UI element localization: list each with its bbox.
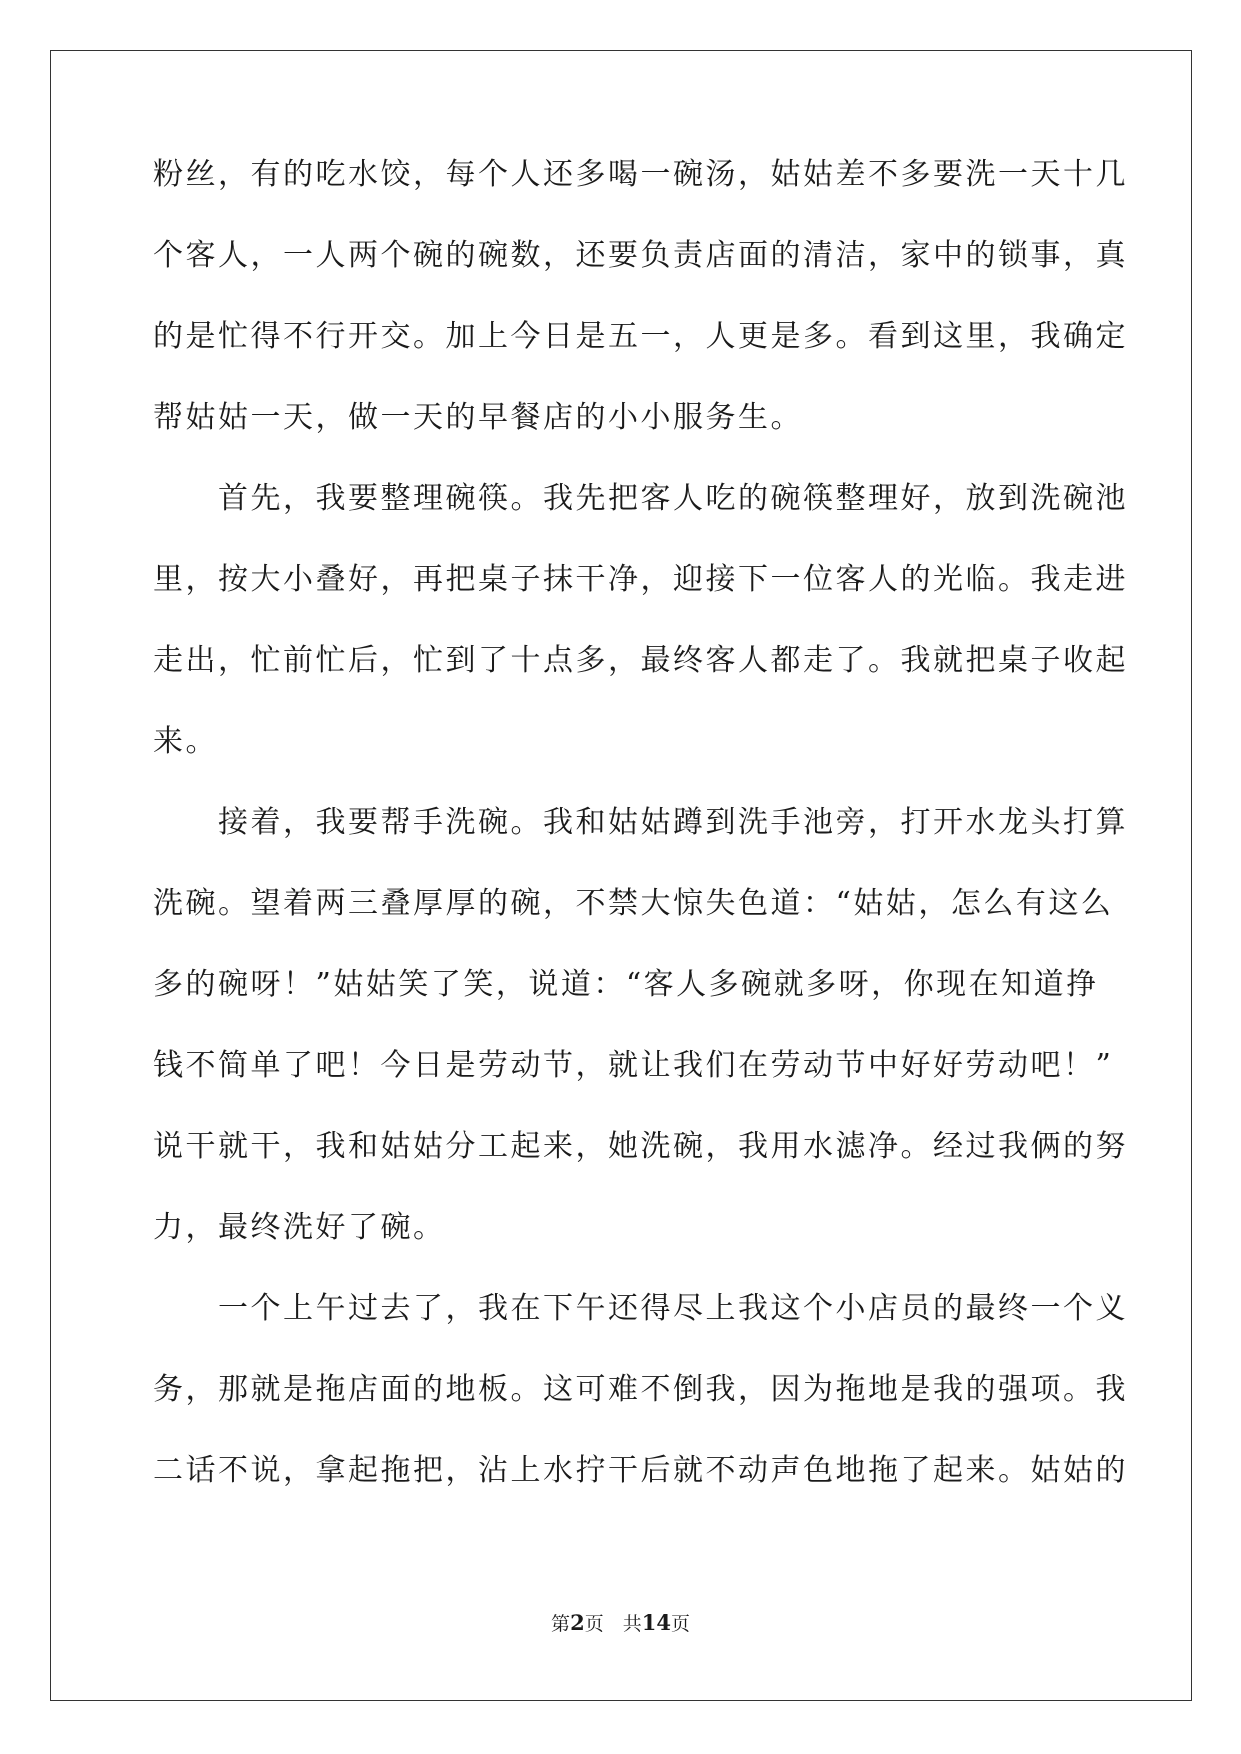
text-line: 钱不简单了吧！今日是劳动节，就让我们在劳动节中好好劳动吧！” — [153, 1048, 1114, 1083]
text-line: 来。 — [153, 724, 218, 759]
document-body — [153, 157, 1128, 1537]
text-line: 接着，我要帮手洗碗。我和姑姑蹲到洗手池旁，打开水龙头打算 — [153, 805, 1128, 840]
text-line: 务，那就是拖店面的地板。这可难不倒我，因为拖地是我的强项。我 — [153, 1372, 1128, 1407]
text-line: 多的碗呀！”姑姑笑了笑，说道：“客人多碗就多呀，你现在知道挣 — [153, 967, 1099, 1002]
text-line: 力，最终洗好了碗。 — [153, 1210, 446, 1245]
footer-prefix: 第 — [551, 1613, 571, 1635]
total-page-number: 14 — [641, 1610, 671, 1635]
text-line: 说干就干，我和姑姑分工起来，她洗碗，我用水滤净。经过我俩的努 — [153, 1129, 1128, 1164]
page-footer — [0, 1612, 1241, 1635]
current-page-number: 2 — [570, 1610, 585, 1635]
footer-suffix: 页 — [670, 1613, 690, 1635]
text-line: 个客人，一人两个碗的碗数，还要负责店面的清洁，家中的锁事，真 — [153, 238, 1128, 273]
text-line: 走出，忙前忙后，忙到了十点多，最终客人都走了。我就把桌子收起 — [153, 643, 1128, 678]
text-line: 帮姑姑一天，做一天的早餐店的小小服务生。 — [153, 400, 803, 435]
text-line: 首先，我要整理碗筷。我先把客人吃的碗筷整理好，放到洗碗池 — [153, 481, 1128, 516]
text-line: 洗碗。望着两三叠厚厚的碗，不禁大惊失色道：“姑姑，怎么有这么 — [153, 886, 1114, 921]
text-line: 一个上午过去了，我在下午还得尽上我这个小店员的最终一个义 — [153, 1291, 1128, 1326]
footer-middle: 页 共 — [584, 1613, 642, 1635]
text-line: 的是忙得不行开交。加上今日是五一，人更是多。看到这里，我确定 — [153, 319, 1128, 354]
text-line: 里，按大小叠好，再把桌子抹干净，迎接下一位客人的光临。我走进 — [153, 562, 1128, 597]
text-line: 粉丝，有的吃水饺，每个人还多喝一碗汤，姑姑差不多要洗一天十几 — [153, 157, 1128, 192]
text-line: 二话不说，拿起拖把，沾上水拧干后就不动声色地拖了起来。姑姑的 — [153, 1453, 1128, 1488]
